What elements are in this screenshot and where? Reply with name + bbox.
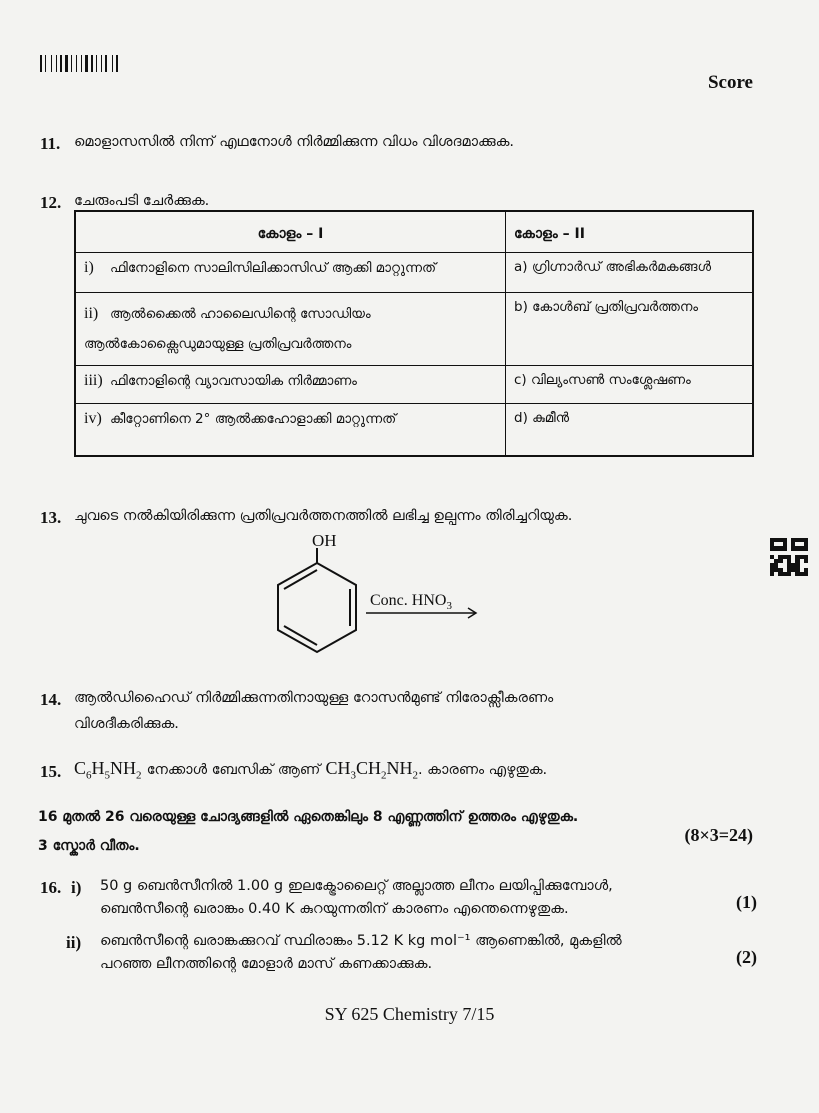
section-score-note: 3 സ്കോർ വീതം. [38, 838, 140, 854]
table-row [75, 366, 753, 404]
row-number: i) [84, 259, 94, 276]
section-instruction: 16 മുതൽ 26 വരെയുള്ള ചോദ്യങ്ങളിൽ ഏതെങ്കിലും 8 എണ്ണത്തിന് ഉത്തരം എഴുതുക. [38, 809, 579, 825]
aniline-formula: $C_6H_5NH_2$ [74, 758, 142, 782]
row-right-text: c) വില്യംസൺ സംശ്ലേഷണം [506, 366, 754, 404]
question-number: 12. [40, 193, 62, 212]
part-ii-line-2: പറഞ്ഞ ലീനത്തിന്റെ മോളാർ മാസ് കണക്കാക്കുക. [100, 956, 433, 972]
question-number: 13. [40, 508, 62, 527]
part-ii-label: ii) [66, 933, 82, 952]
column-2-header: കോളം – II [506, 211, 754, 253]
phenol-reaction-diagram [260, 528, 500, 668]
row-number: iii) [84, 372, 103, 389]
barcode [40, 55, 148, 72]
oh-label: OH [312, 531, 337, 550]
question-13-text: ചുവടെ നൽകിയിരിക്കുന്ന പ്രതിപ്രവർത്തനത്തിൽ ലഭിച്ച ഉല്പന്നം തിരിച്ചറിയുക. [74, 508, 573, 524]
question-11-text: മൊളാസസിൽ നിന്ന് എഥനോൾ നിർമ്മിക്കുന്ന വിധം വിശദമാക്കുക. [74, 134, 515, 150]
question-number: 14. [40, 690, 62, 709]
table-row [75, 293, 753, 366]
question-15-mid: നേക്കാൾ ബേസിക് ആണ് [146, 762, 321, 778]
question-number: 16. [40, 878, 62, 897]
part-i-line-1: 50 g ബെൻസീനിൽ 1.00 g ഇലക്ട്രോലൈറ്റ് അല്ലാത്ത ലീനം ലയിപ്പിക്കുമ്പോൾ, [100, 878, 613, 894]
row-right-text: a) ഗ്രിഗ്നാർഡ് അഭികർമകങ്ങൾ [506, 253, 754, 293]
match-table [74, 210, 754, 457]
column-1-header: കോളം – I [75, 211, 506, 253]
row-left-text: ഫിനോളിന്റെ വ്യാവസായിക നിർമ്മാണം [110, 373, 357, 389]
row-number: ii) [84, 305, 99, 322]
table-row [75, 404, 753, 456]
row-left-text: കീറ്റോണിനെ 2° ആൽക്കഹോളാക്കി മാറ്റുന്നത് [110, 411, 397, 427]
row-number: iv) [84, 410, 102, 427]
part-i-marks: (1) [736, 892, 757, 912]
question-15-text [74, 758, 547, 782]
question-14-line-2: വിശദീകരിക്കുക. [74, 716, 179, 732]
score-label: Score [707, 72, 753, 93]
row-left-text: ആൽക്കൈൽ ഹാലൈഡിന്റെ സോഡിയം ആൽകോക്സൈഡുമായുള്ള പ്രതിപ്രവർത്തനം [84, 306, 371, 352]
part-i-line-2: ബെൻസീന്റെ ഖരാങ്കം 0.40 K കുറയുന്നതിന് കാരണം എന്തെന്നെഴുതുക. [100, 901, 569, 917]
question-12-text: ചേരുംപടി ചേർക്കുക. [74, 193, 210, 209]
benzene-ring [278, 548, 356, 652]
section-marks: (8×3=24) [684, 825, 753, 845]
question-number: 15. [40, 762, 62, 781]
question-number: 11. [40, 134, 61, 153]
part-ii-line-1: ബെൻസീന്റെ ഖരാങ്കക്കുറവ് സ്ഥിരാങ്കം 5.12 K kg mol⁻¹ ആണെങ്കിൽ, മുകളിൽ [100, 933, 622, 949]
question-14-line-1: ആൽഡിഹൈഡ് നിർമ്മിക്കുന്നതിനായുള്ള റോസൻമുണ്ട് നിരോക്സീകരണം [74, 690, 554, 706]
qr-code-icon [770, 538, 808, 576]
row-right-text: b) കോൾബ് പ്രതിപ്രവർത്തനം [506, 293, 754, 366]
row-left-text: ഫിനോളിനെ സാലിസിലിക്കാസിഡ് ആക്കി മാറ്റുന്നത് [110, 260, 437, 276]
part-i-label: i) [71, 878, 82, 897]
table-row [75, 253, 753, 293]
row-right-text: d) കുമീൻ [506, 404, 754, 456]
question-15-end: . കാരണം എഴുതുക. [417, 762, 548, 778]
ethylamine-formula: $CH_3CH_2NH_2$ [325, 758, 418, 782]
reagent-label: Conc. $HNO_3$ [370, 592, 452, 612]
part-ii-marks: (2) [736, 947, 757, 967]
page-footer: SY 625 Chemistry 7/15 [324, 1004, 495, 1024]
